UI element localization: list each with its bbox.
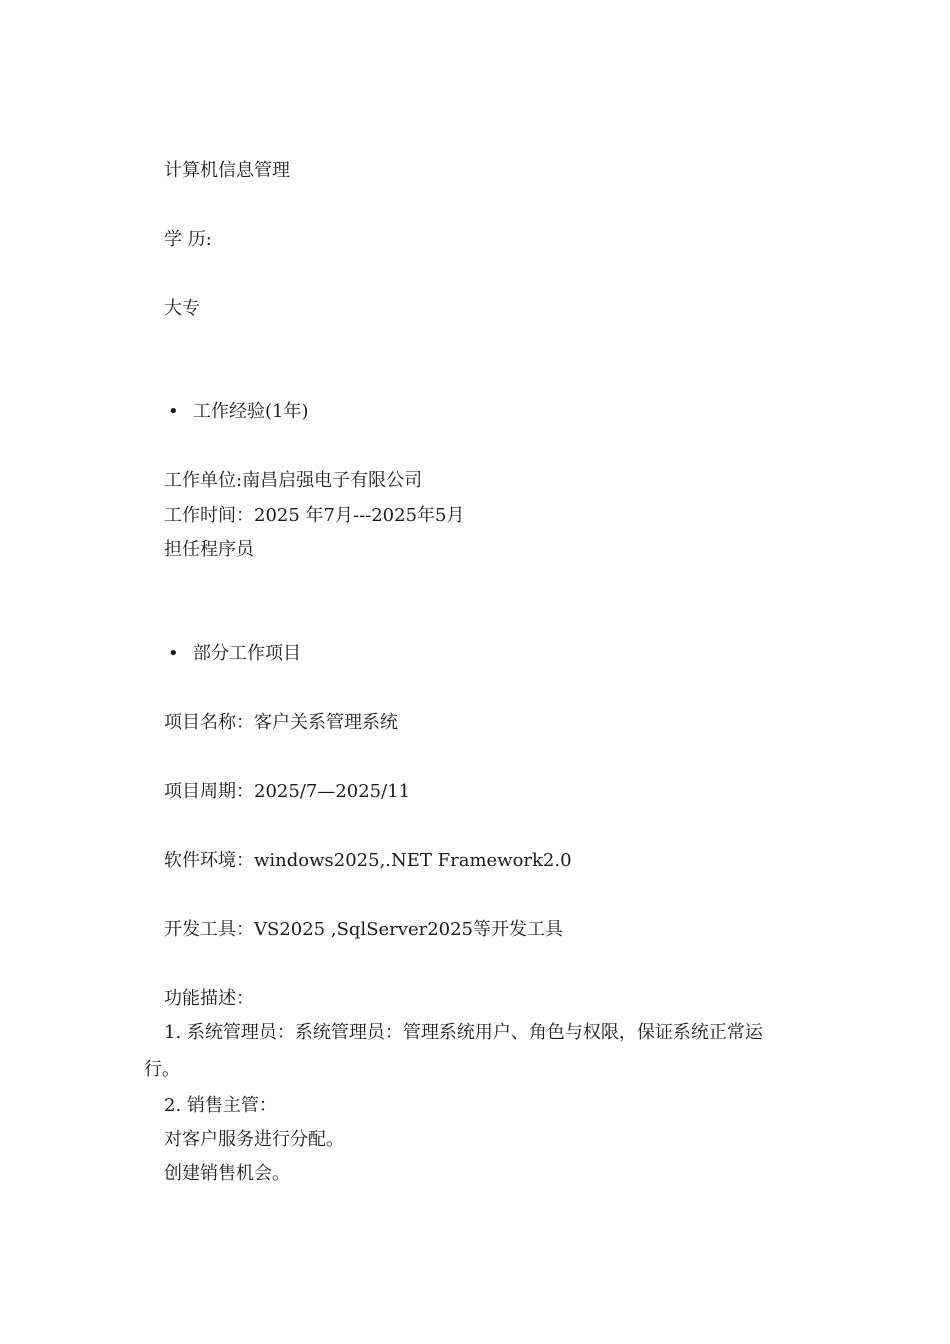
project-name: 项目名称：客户关系管理系统 xyxy=(164,712,398,733)
work-heading: 工作经验(1年) xyxy=(193,401,309,422)
project-environment: 软件环境：windows2025,.NET Framework2.0 xyxy=(164,850,572,871)
work-role: 担任程序员 xyxy=(164,539,254,560)
major-text: 计算机信息管理 xyxy=(164,160,290,181)
project-tools: 开发工具：VS2025 ,SqlServer2025等开发工具 xyxy=(164,919,564,940)
projects-heading: 部分工作项目 xyxy=(193,643,301,664)
work-bullet: • xyxy=(168,401,179,422)
project-cycle: 项目周期：2025/7—2025/11 xyxy=(164,781,411,802)
degree-text: 大专 xyxy=(164,298,200,319)
project-item2-a: 对客户服务进行分配。 xyxy=(164,1129,344,1150)
degree-label: 学 历: xyxy=(164,229,212,250)
project-item1-line1: 1. 系统管理员：系统管理员：管理系统用户、角色与权限，保证系统正常运 xyxy=(164,1022,763,1043)
project-item2: 2. 销售主管： xyxy=(164,1095,277,1116)
project-item2-b: 创建销售机会。 xyxy=(164,1163,290,1184)
project-item1-line2: 行。 xyxy=(144,1059,180,1080)
project-desc-label: 功能描述： xyxy=(164,988,254,1009)
work-period: 工作时间：2025 年7月---2025年5月 xyxy=(164,505,465,526)
work-company: 工作单位:南昌启强电子有限公司 xyxy=(164,470,423,491)
projects-bullet: • xyxy=(168,643,179,664)
